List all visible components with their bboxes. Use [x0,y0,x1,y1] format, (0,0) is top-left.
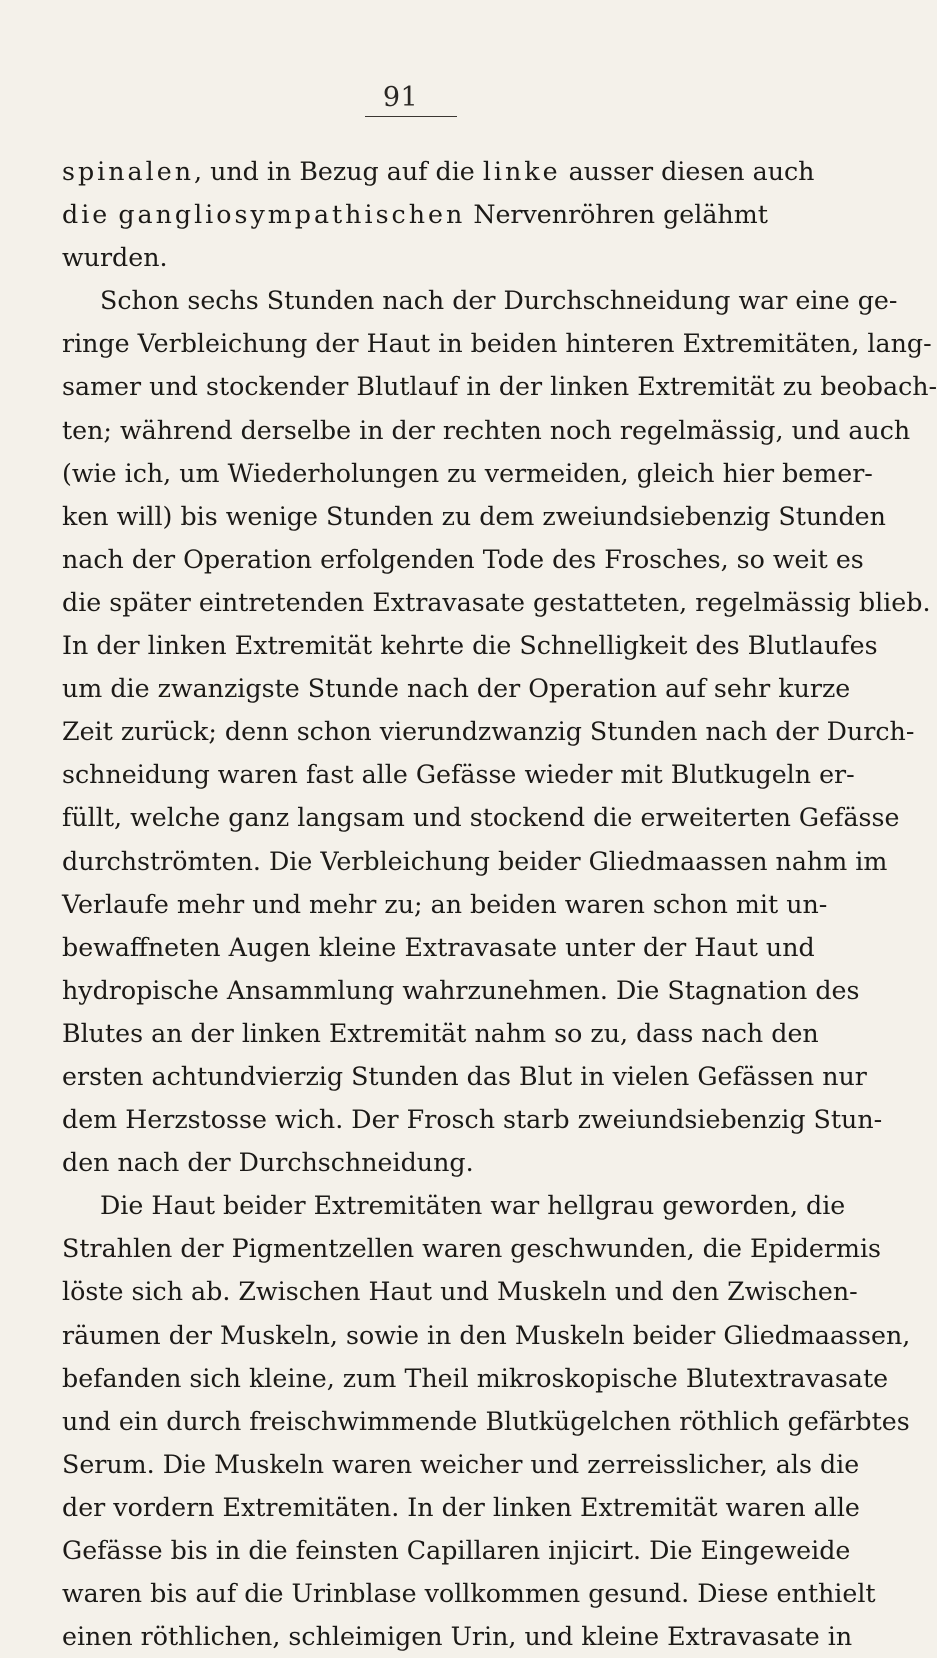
text-line: durchströmten. Die Verbleichung beider Gliedmaassen nahm im [62,846,888,876]
text-line: die gangliosympathischen Nervenröhren gelähmt [62,200,768,230]
text-line: spinalen, und in Bezug auf die linke ausser diesen auch [62,157,815,186]
text-line: räumen der Muskeln, sowie in den Muskeln beider Gliedmaassen, [62,1320,911,1350]
text-line: Blutes an der linken Extremität nahm so zu, dass nach den [62,1018,819,1048]
text-line: die später eintretenden Extravasate gestatteten, regelmässig blieb. [62,587,931,617]
text-line: um die zwanzigste Stunde nach der Operation auf sehr kurze [62,674,851,704]
body-text [62,150,937,1658]
text-line: ringe Verbleichung der Haut in beiden hinteren Extremitäten, lang- [62,329,932,359]
text-line: ersten achtundvierzig Stunden das Blut in vielen Gefässen nur [62,1061,867,1091]
text-line: waren bis auf die Urinblase vollkommen gesund. Diese enthielt [62,1579,876,1609]
text-line: löste sich ab. Zwischen Haut und Muskeln und den Zwischen- [62,1277,858,1307]
text-line: wurden. [62,243,168,273]
text-line: bewaffneten Augen kleine Extravasate unter der Haut und [62,932,815,962]
text-line: und ein durch freischwimmende Blutkügelchen röthlich gefärbtes [62,1406,910,1436]
text-line: Strahlen der Pigmentzellen waren geschwunden, die Epidermis [62,1234,882,1264]
text-line: Gefässe bis in die feinsten Capillaren injicirt. Die Eingeweide [62,1536,851,1565]
text-line: Verlaufe mehr und mehr zu; an beiden waren schon mit un- [62,889,828,919]
page-number: 91 [382,82,419,113]
text-line: füllt, welche ganz langsam und stockend die erweiterten Gefässe [62,803,900,833]
text-line: befanden sich kleine, zum Theil mikroskopische Blutextravasate [62,1363,889,1393]
header-rule [365,116,457,117]
text-line: dem Herzstosse wich. Der Frosch starb zweiundsiebenzig Stun- [62,1105,883,1135]
text-line: Serum. Die Muskeln waren weicher und zerreisslicher, als die [62,1449,860,1479]
paragraph-start: Schon sechs Stunden nach der Durchschneidung war eine ge- [100,286,898,316]
text-line: der vordern Extremitäten. In der linken Extremität waren alle [62,1492,860,1522]
text-line: ken will) bis wenige Stunden zu dem zweiundsiebenzig Stunden [62,501,886,531]
text-line: schneidung waren fast alle Gefässe wieder mit Blutkugeln er- [62,760,855,790]
text-line: nach der Operation erfolgenden Tode des Frosches, so weit es [62,544,864,574]
text-line: Zeit zurück; denn schon vierundzwanzig Stunden nach der Durch- [62,717,915,747]
text-line: einen röthlichen, schleimigen Urin, und kleine Extravasate in [62,1622,853,1652]
text-line: (wie ich, um Wiederholungen zu vermeiden, gleich hier bemer- [62,458,873,488]
text-line: den nach der Durchschneidung. [62,1148,474,1178]
text-line: samer und stockender Blutlauf in der linken Extremität zu beobach- [62,372,937,402]
text-line: ten; während derselbe in der rechten noch regelmässig, und auch [62,415,911,445]
text-line: hydropische Ansammlung wahrzunehmen. Die Stagnation des [62,975,860,1005]
text-line: In der linken Extremität kehrte die Schnelligkeit des Blutlaufes [62,631,878,661]
paragraph-start: Die Haut beider Extremitäten war hellgrau geworden, die [100,1191,846,1221]
